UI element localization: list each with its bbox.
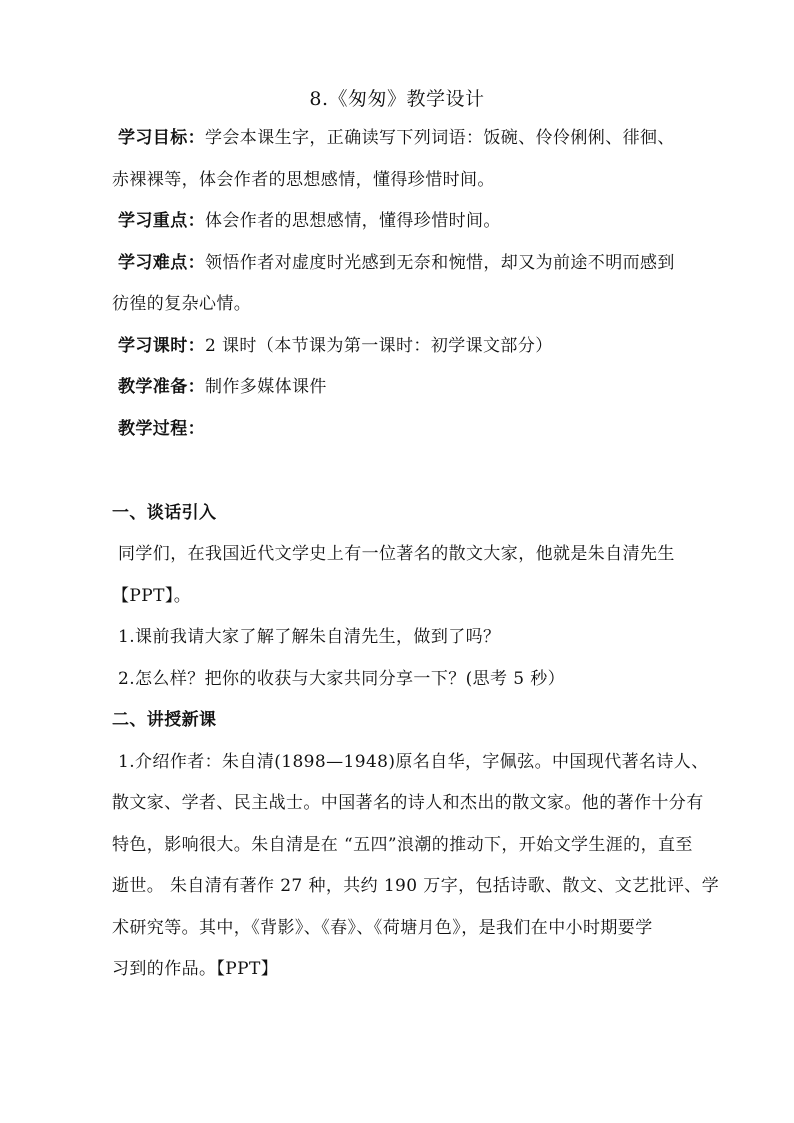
section1-question-1: 1.课前我请大家了解了解朱自清先生，做到了吗？ (118, 627, 501, 647)
goal-line-2: 赤裸裸等，体会作者的思想感情，懂得珍惜时间。 (112, 170, 495, 190)
goal-label: 学习目标： (118, 128, 205, 148)
section2-para-line-3: 特色，影响很大。朱自清是在 “五四”浪潮的推动下，开始文学生涯的，直至 (112, 835, 693, 855)
difficulty-label: 学习难点： (118, 253, 205, 273)
section1-heading: 一、谈话引入 (112, 503, 217, 523)
section1-intro-line-2: 【PPT】。 (112, 586, 192, 606)
key-text: 体会作者的思想感情，懂得珍惜时间。 (205, 211, 501, 231)
section1-question-2: 2.怎么样？把你的收获与大家共同分享一下？(思考 5 秒） (118, 669, 566, 689)
section2-para-line-4: 逝世。 朱自清有著作 27 种，共约 190 万字，包括诗歌、散文、文艺批评、学 (112, 876, 720, 896)
difficulty-text-1: 领悟作者对虚度时光感到无奈和惋惜，却又为前途不明而感到 (205, 253, 675, 273)
goal-line-1 (118, 125, 675, 151)
section2-heading: 二、讲授新课 (112, 710, 217, 730)
prep-label: 教学准备： (118, 377, 205, 397)
section2-para-line-2: 散文家、学者、民主战士。中国著名的诗人和杰出的散文家。他的著作十分有 (112, 793, 704, 813)
prep-text: 制作多媒体课件 (205, 377, 327, 397)
hours-line (118, 333, 553, 359)
hours-label: 学习课时： (118, 336, 205, 356)
section2-para-line-1: 1.介绍作者：朱自清(1898—1948)原名自华，字佩弦。中国现代著名诗人、 (118, 752, 709, 772)
section2-para-line-6: 习到的作品。【PPT】 (112, 959, 279, 979)
section2-para-line-5: 术研究等。其中，《背影》、《春》、《荷塘月色》，是我们在中小时期要学 (112, 918, 653, 938)
key-line (118, 208, 501, 234)
key-label: 学习重点： (118, 211, 205, 231)
section1-intro-line-1: 同学们，在我国近代文学史上有一位著名的散文大家，他就是朱自清先生 (118, 544, 675, 564)
process-label: 教学过程： (118, 419, 205, 439)
difficulty-line-2: 彷徨的复杂心情。 (112, 294, 252, 314)
hours-text: 2 课时（本节课为第一课时：初学课文部分） (205, 336, 553, 356)
difficulty-line-1 (118, 250, 675, 276)
goal-text-1: 学会本课生字，正确读写下列词语：饭碗、伶伶俐俐、徘徊、 (205, 128, 675, 148)
document-title: 8.《匆匆》教学设计 (309, 88, 485, 110)
prep-line (118, 374, 327, 400)
